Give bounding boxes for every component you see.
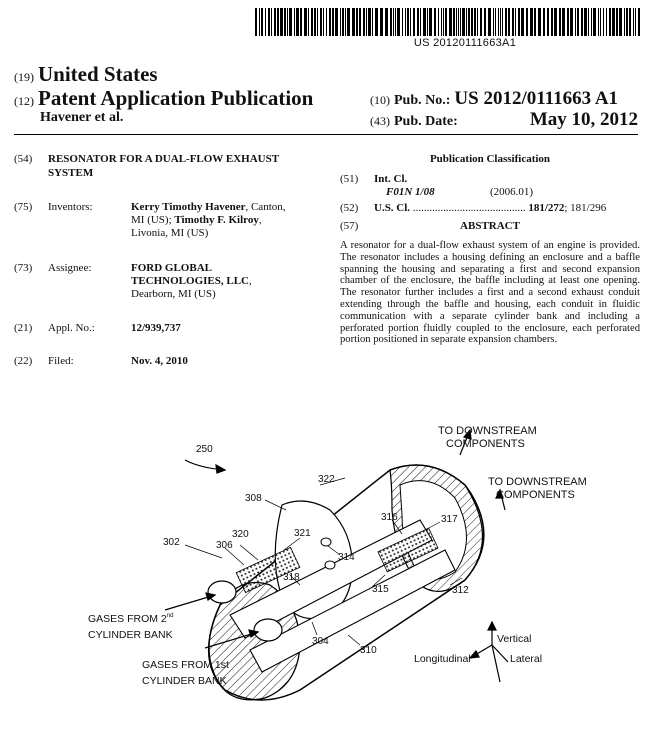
label-to-downstream-1: TO DOWNSTREAM [438, 425, 537, 437]
barcode-bar [526, 8, 528, 36]
resonator-figure [0, 400, 651, 749]
appl-no-label: Appl. No.: [48, 322, 95, 334]
inventors [131, 201, 331, 240]
barcode-bar [320, 8, 322, 36]
int-cl-label: Int. Cl. [374, 173, 408, 185]
barcode-bar [441, 8, 442, 36]
barcode-bar [311, 8, 313, 36]
barcode-bar [449, 8, 452, 36]
ref-304: 304 [312, 636, 329, 647]
inid-code-54: (54) [14, 153, 33, 165]
barcode-bar [308, 8, 309, 36]
barcode-bar [495, 8, 496, 36]
barcode-bar [423, 8, 426, 36]
barcode-bar [477, 8, 478, 36]
pub-date-label: Pub. Date: [394, 114, 458, 129]
barcode-bar [363, 8, 365, 36]
barcode-bar [326, 8, 327, 36]
barcode-bar [500, 8, 501, 36]
barcode-bar [280, 8, 283, 36]
inid-code-52: (52) [340, 202, 359, 214]
barcode-bar [521, 8, 524, 36]
pub-class-heading: Publication Classification [429, 153, 551, 165]
barcode-bar [265, 8, 266, 36]
barcode-bar [385, 8, 388, 36]
pub-date: May 10, 2012 [529, 109, 638, 130]
barcode-bar [584, 8, 587, 36]
barcode-bar [352, 8, 355, 36]
us-cl-main: 181/272 [528, 202, 565, 214]
axis-vertical-label: Vertical [497, 633, 532, 645]
barcode-bar [366, 8, 367, 36]
barcode-bar [588, 8, 589, 36]
barcode-bar [390, 8, 392, 36]
inventor-1-location: , Canton, [245, 201, 286, 213]
barcode-bar [629, 8, 631, 36]
barcode-bar [547, 8, 549, 36]
title-line-1: RESONATOR FOR A DUAL-FLOW EXHAUST [48, 153, 280, 165]
ref-310: 310 [360, 645, 377, 656]
barcode-bar [515, 8, 516, 36]
inid-code-43: (43) [370, 114, 390, 128]
barcode-bar [616, 8, 618, 36]
barcode-bar [323, 8, 324, 36]
barcode-bar [261, 8, 263, 36]
axis-longitudinal-label: Longitudinal [414, 653, 471, 665]
barcode-bar [633, 8, 634, 36]
doc-type-line [14, 86, 313, 111]
barcode-bar [591, 8, 592, 36]
barcode-bar [471, 8, 473, 36]
barcode-bar [277, 8, 279, 36]
barcode-bar [577, 8, 579, 36]
barcode-bar [287, 8, 288, 36]
authors: Havener et al. [40, 110, 124, 125]
barcode-bar [609, 8, 611, 36]
barcode-bar [304, 8, 307, 36]
assignee-location: Dearborn, MI (US) [131, 288, 216, 300]
barcode-bar [567, 8, 569, 36]
inid-code-75: (75) [14, 201, 33, 213]
barcode-bar [397, 8, 400, 36]
barcode-bar [488, 8, 491, 36]
barcode-bar [335, 8, 338, 36]
barcode-bar [329, 8, 331, 36]
document-type: Patent Application Publication [38, 86, 314, 110]
barcode-bar [284, 8, 286, 36]
barcode-bar [593, 8, 596, 36]
barcode-bar [407, 8, 409, 36]
barcode-bar [626, 8, 628, 36]
int-cl-year: (2006.01) [490, 186, 534, 198]
barcode-bar [554, 8, 557, 36]
barcode-bar [372, 8, 373, 36]
ref-315: 315 [372, 584, 389, 595]
inid-code-22: (22) [14, 355, 33, 367]
inid-code-12: (12) [14, 94, 34, 108]
barcode-bar [427, 8, 428, 36]
barcode-bar [393, 8, 394, 36]
barcode-bar [466, 8, 467, 36]
barcode-bar [619, 8, 622, 36]
barcode-bar [443, 8, 444, 36]
barcode-bar [456, 8, 457, 36]
barcode-bar [410, 8, 411, 36]
inventor-2-name: Timothy F. Kilroy [174, 214, 259, 226]
barcode [255, 8, 642, 36]
barcode-bar [600, 8, 601, 36]
header-divider [14, 134, 638, 135]
barcode-bar [445, 8, 447, 36]
barcode-bar [296, 8, 299, 36]
barcode-bar [462, 8, 465, 36]
barcode-bar [332, 8, 334, 36]
barcode-bar [612, 8, 615, 36]
label-components-1: COMPONENTS [446, 438, 525, 450]
orientation-axes [470, 622, 508, 682]
us-cl-label: U.S. Cl. [374, 202, 411, 214]
ref-316: 316 [381, 512, 398, 523]
barcode-bar [340, 8, 341, 36]
barcode-bar [606, 8, 607, 36]
barcode-publication-number: US 20120111663A1 [413, 37, 517, 49]
comma: , [248, 275, 252, 287]
barcode-bar [314, 8, 316, 36]
barcode-bar [289, 8, 292, 36]
barcode-bar [575, 8, 576, 36]
barcode-bar [359, 8, 361, 36]
ref-320: 320 [232, 529, 249, 540]
barcode-bar [413, 8, 415, 36]
assignee-label: Assignee: [48, 262, 92, 274]
inventors-label: Inventors: [48, 201, 93, 213]
barcode-bar [502, 8, 503, 36]
title-line-2: SYSTEM [48, 167, 94, 179]
leader-dots: ......................................... [412, 202, 526, 214]
ref-322: 322 [318, 474, 335, 485]
barcode-bar [402, 8, 403, 36]
inid-code-21: (21) [14, 322, 33, 334]
assignee [131, 262, 331, 301]
ref-312: 312 [452, 585, 469, 596]
barcode-bar [380, 8, 383, 36]
barcode-bar [474, 8, 476, 36]
barcode-bar [551, 8, 553, 36]
barcode-bar [405, 8, 406, 36]
ref-321: 321 [294, 528, 311, 539]
barcode-bar [342, 8, 344, 36]
label-components-2: COMPONENTS [496, 489, 575, 501]
barcode-bar [356, 8, 358, 36]
inventor-1-name: Kerry Timothy Havener [131, 201, 246, 213]
inlet-1st-bank [254, 619, 282, 641]
barcode-bar [395, 8, 396, 36]
barcode-bar [638, 8, 640, 36]
int-cl-code: F01N 1/08 [386, 186, 435, 198]
comma: , [258, 214, 262, 226]
barcode-bar [480, 8, 482, 36]
barcode-bar [534, 8, 536, 36]
axis-lateral-label: Lateral [510, 653, 543, 665]
barcode-bar [624, 8, 625, 36]
inid-code-10: (10) [370, 93, 390, 107]
barcode-bar [434, 8, 436, 36]
pub-number-line [370, 88, 618, 110]
barcode-bar [562, 8, 565, 36]
barcode-bar [460, 8, 461, 36]
ref-318: 318 [283, 572, 300, 583]
ref-302: 302 [163, 537, 180, 548]
barcode-bar [559, 8, 561, 36]
abstract-heading: ABSTRACT [460, 220, 520, 232]
barcode-bar [505, 8, 507, 36]
inid-code-73: (73) [14, 262, 33, 274]
barcode-bar [538, 8, 541, 36]
barcode-bar [603, 8, 604, 36]
ref-306: 306 [216, 540, 233, 551]
inid-code-51: (51) [340, 173, 359, 185]
barcode-bar [259, 8, 260, 36]
assignee-line-2: TECHNOLOGIES, LLC [131, 275, 249, 287]
ref-317: 317 [441, 514, 458, 525]
barcode-bar [420, 8, 421, 36]
us-cl-secondary: ; 181/296 [564, 202, 607, 214]
us-cl-line [374, 202, 606, 215]
barcode-bar [518, 8, 520, 36]
ref-308: 308 [245, 493, 262, 504]
barcode-bar [493, 8, 494, 36]
ref-314: 314 [338, 552, 355, 563]
barcode-bar [453, 8, 455, 36]
barcode-bar [345, 8, 346, 36]
barcode-bar [543, 8, 545, 36]
barcode-bar [255, 8, 257, 36]
barcode-bar [317, 8, 318, 36]
inventor-2-location: Livonia, MI (US) [131, 227, 209, 239]
barcode-bar [268, 8, 270, 36]
assignee-line-1: FORD GLOBAL [131, 262, 212, 274]
barcode-bar [498, 8, 499, 36]
barcode-bar [458, 8, 459, 36]
barcode-bar [417, 8, 419, 36]
pub-date-line [370, 109, 638, 130]
barcode-bar [271, 8, 272, 36]
country-line [14, 62, 158, 87]
barcode-bar [581, 8, 583, 36]
barcode-bar [438, 8, 439, 36]
barcode-bar [347, 8, 350, 36]
pub-no-label: Pub. No.: [394, 93, 451, 108]
barcode-bar [598, 8, 599, 36]
inventor-1-state: MI (US); [131, 214, 175, 226]
barcode-bar [530, 8, 533, 36]
barcode-bar [468, 8, 470, 36]
barcode-bar [508, 8, 510, 36]
barcode-bar [484, 8, 486, 36]
filed-label: Filed: [48, 355, 74, 367]
appl-no: 12/939,737 [131, 322, 181, 334]
barcode-bar [294, 8, 295, 36]
ref-250: 250 [196, 444, 213, 455]
barcode-bar [570, 8, 573, 36]
country-name: United States [38, 62, 158, 86]
barcode-bar [300, 8, 302, 36]
filed-date: Nov. 4, 2010 [131, 355, 188, 367]
abstract-text: A resonator for a dual-flow exhaust system of an engine is provided. The resonator includes a housing defining an enclosure and a baffle spanning the housing and separating a first and second expansion chamber of the enclosure, the baffle including at least one opening. The resonator further includes a first and a second exhaust conduit extending through the baffle and housing, each conduit in fluidic communication with a separate cylinder bank and including a perforated portion fluidly coupled to the enclosure, each perforated portion positioned in separate expansion chambers. [340, 240, 640, 346]
barcode-bar [375, 8, 378, 36]
label-gases-2nd: GASES FROM 2nd [88, 613, 174, 625]
barcode-bar [368, 8, 371, 36]
label-gases-1st: GASES FROM 1st [142, 659, 229, 671]
barcode-bar [274, 8, 276, 36]
inlet-2nd-bank [208, 581, 236, 603]
inid-code-57: (57) [340, 220, 359, 232]
label-cylinder-bank-1: CYLINDER BANK [142, 675, 227, 687]
label-cylinder-bank-2: CYLINDER BANK [88, 629, 173, 641]
pub-no: US 2012/0111663 A1 [454, 88, 619, 109]
barcode-bar [635, 8, 636, 36]
barcode-bar [512, 8, 514, 36]
barcode-bar [429, 8, 432, 36]
label-to-downstream-2: TO DOWNSTREAM [488, 476, 587, 488]
inid-code-19: (19) [14, 70, 34, 84]
